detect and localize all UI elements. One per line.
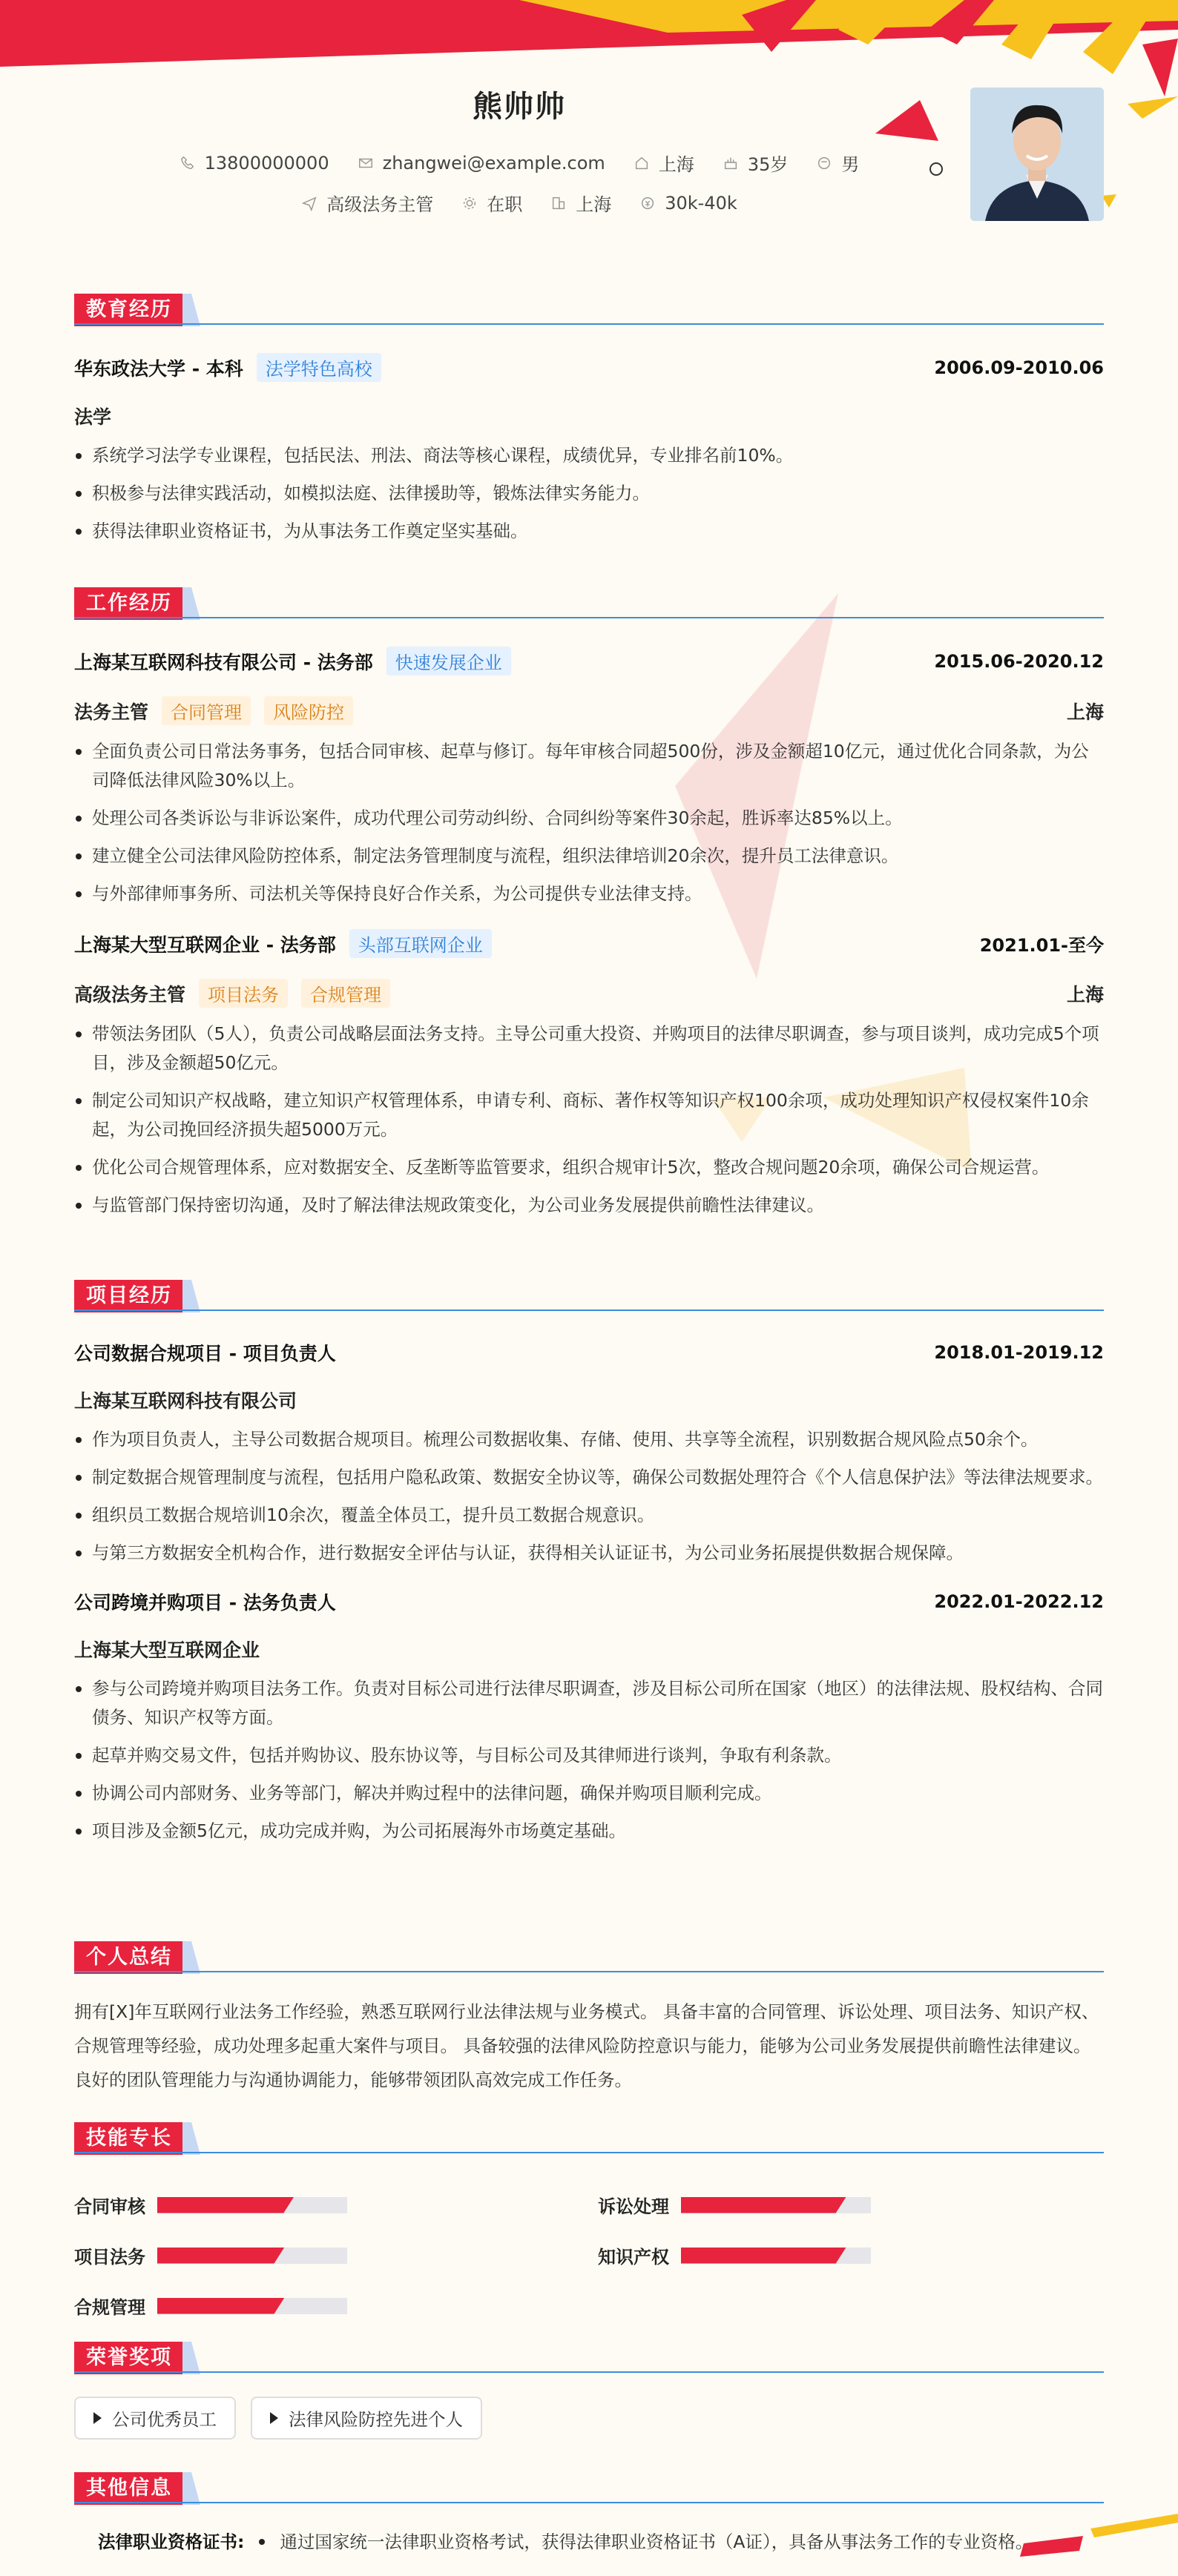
status-item bbox=[461, 190, 522, 216]
section-title: 个人总结 bbox=[74, 1941, 184, 1974]
list-item: 项目涉及金额5亿元，成功完成并购，为公司拓展海外市场奠定基础。 bbox=[74, 1817, 1104, 1846]
major-name: 法学 bbox=[74, 406, 112, 428]
mail-icon bbox=[358, 155, 374, 171]
salary-text: 30k-40k bbox=[665, 192, 737, 214]
skill-label: 知识产权 bbox=[598, 2247, 669, 2268]
education-section bbox=[74, 294, 1104, 555]
section-divider bbox=[74, 2502, 1104, 2503]
list-item: 作为项目负责人，主导公司数据合规项目。梳理公司数据收集、存储、使用、共享等全流程，识别数据合规风险点50余个。 bbox=[74, 1425, 1104, 1454]
skill-bar-fill bbox=[157, 2197, 294, 2213]
education-heading bbox=[74, 294, 1104, 326]
skill-bar bbox=[157, 2298, 347, 2314]
list-item: 制定公司知识产权战略，建立知识产权管理体系，申请专利、商标、著作权等知识产权100余项，成功处理知识产权侵权案件10余起，为公司挽回经济损失超5000万元。 bbox=[74, 1086, 1104, 1144]
list-item: 系统学习法学专业课程，包括民法、刑法、商法等核心课程，成绩优异，专业排名前10%。 bbox=[74, 441, 1104, 470]
summary-text: 拥有[X]年互联网行业法务工作经验，熟悉互联网行业法律法规与业务模式。 具备丰富的合同管理、诉讼处理、项目法务、知识产权、合规管理等经验，成功处理多起重大案件与项目。 具备较强的法律风险防控意识与能力，能够为公司业务发展提供前瞻性法律建议。 良好的团队管理能力与沟通协调能力，能够带领团队高效完成工作任务。 bbox=[74, 2001, 1099, 2090]
work-entry-1 bbox=[74, 647, 1104, 908]
summary-section bbox=[74, 1941, 1104, 2097]
section-divider bbox=[74, 1971, 1104, 1972]
work-date: 2015.06-2020.12 bbox=[934, 650, 1104, 672]
section-title: 其他信息 bbox=[74, 2472, 184, 2505]
contact-row bbox=[0, 150, 1039, 176]
play-icon bbox=[93, 2412, 102, 2424]
skills-section bbox=[74, 2122, 1104, 2318]
skill-tag: 风险防控 bbox=[264, 696, 353, 725]
list-item: 与外部律师事务所、司法机关等保持良好合作关系，为公司提供专业法律支持。 bbox=[74, 879, 1104, 908]
coin-icon bbox=[639, 195, 656, 211]
skill-bar bbox=[681, 2248, 871, 2264]
building-icon bbox=[550, 195, 567, 211]
city-text: 上海 bbox=[658, 154, 694, 175]
projects-heading bbox=[74, 1280, 1104, 1312]
phone-text: 13800000000 bbox=[204, 152, 329, 174]
other-heading bbox=[74, 2472, 1104, 2505]
job-location: 上海 bbox=[1066, 983, 1104, 1005]
project-org: 上海某大型互联网企业 bbox=[74, 1639, 260, 1661]
list-item: 参与公司跨境并购项目法务工作。负责对目标公司进行法律尽职调查，涉及目标公司所在国家（地区）的法律法规、股权结构、合同债务、知识产权等方面。 bbox=[74, 1674, 1104, 1732]
position-text: 高级法务主管 bbox=[326, 194, 434, 215]
position-item bbox=[301, 190, 433, 216]
list-item: 全面负责公司日常法务事务，包括合同审核、起草与修订。每年审核合同超500份，涉及金额超10亿元，通过优化合同条款，为公司降低法律风险30%以上。 bbox=[74, 737, 1104, 795]
work-city-item bbox=[550, 190, 611, 216]
skill-label: 项目法务 bbox=[74, 2247, 145, 2268]
phone-icon bbox=[180, 155, 196, 171]
status-text: 在职 bbox=[487, 194, 523, 215]
list-item: 积极参与法律实践活动，如模拟法庭、法律援助等，锻炼法律实务能力。 bbox=[74, 479, 1104, 508]
other-item bbox=[74, 2527, 1104, 2557]
send-icon bbox=[301, 195, 317, 211]
awards-section bbox=[74, 2342, 1104, 2440]
project-date: 2022.01-2022.12 bbox=[934, 1591, 1104, 1612]
section-divider bbox=[74, 323, 1104, 325]
city-item bbox=[634, 150, 694, 176]
bullet-dot bbox=[259, 2539, 265, 2545]
section-divider bbox=[74, 2152, 1104, 2153]
job-title: 高级法务主管 bbox=[74, 983, 186, 1005]
skill-label: 合同审核 bbox=[74, 2196, 145, 2217]
skill-item bbox=[74, 2192, 347, 2218]
gender-item bbox=[816, 150, 859, 176]
email-item bbox=[358, 153, 605, 174]
list-item: 获得法律职业资格证书，为从事法务工作奠定坚实基础。 bbox=[74, 517, 1104, 546]
awards-heading bbox=[74, 2342, 1104, 2374]
salary-item bbox=[639, 193, 737, 214]
gear-icon bbox=[461, 195, 478, 211]
award-label: 公司优秀员工 bbox=[112, 2409, 217, 2430]
section-divider bbox=[74, 1310, 1104, 1311]
education-entry bbox=[74, 353, 1104, 382]
list-item: 与监管部门保持密切沟通，及时了解法律法规政策变化，为公司业务发展提供前瞻性法律建议。 bbox=[74, 1191, 1104, 1220]
company-name: 上海某互联网科技有限公司 - 法务部 bbox=[74, 651, 373, 673]
list-item: 处理公司各类诉讼与非诉讼案件，成功代理公司劳动纠纷、合同纠纷等案件30余起，胜诉率达85%以上。 bbox=[74, 804, 1104, 833]
other-label: 法律职业资格证书: bbox=[98, 2532, 245, 2552]
work-section bbox=[74, 587, 1104, 1229]
company-tag: 头部互联网企业 bbox=[349, 929, 492, 958]
section-divider bbox=[74, 2371, 1104, 2373]
list-item: 组织员工数据合规培训10余次，覆盖全体员工，提升员工数据合规意识。 bbox=[74, 1501, 1104, 1530]
section-title: 荣誉奖项 bbox=[74, 2342, 184, 2374]
other-text: 通过国家统一法律职业资格考试，获得法律职业资格证书（A证），具备从事法务工作的专业资格。 bbox=[280, 2532, 1033, 2552]
school-tag: 法学特色高校 bbox=[257, 353, 381, 382]
list-item: 优化公司合规管理体系，应对数据安全、反垄断等监管要求，组织合规审计5次，整改合规问题20余项，确保公司合规运营。 bbox=[74, 1153, 1104, 1182]
list-item: 建立健全公司法律风险防控体系，制定法务管理制度与流程，组织法律培训20余次，提升员工法律意识。 bbox=[74, 842, 1104, 871]
company-tag: 快速发展企业 bbox=[386, 647, 511, 676]
award-label: 法律风险防控先进个人 bbox=[289, 2409, 463, 2430]
list-item: 制定数据合规管理制度与流程，包括用户隐私政策、数据安全协议等，确保公司数据处理符合《个人信息保护法》等法律法规要求。 bbox=[74, 1463, 1104, 1492]
cake-icon bbox=[723, 155, 739, 171]
play-icon bbox=[270, 2412, 278, 2424]
skill-bar bbox=[681, 2197, 871, 2213]
skill-bar-fill bbox=[157, 2298, 285, 2314]
home-icon bbox=[634, 155, 650, 171]
awards-list bbox=[74, 2397, 1104, 2440]
skill-bar-fill bbox=[157, 2248, 285, 2264]
summary-heading bbox=[74, 1941, 1104, 1974]
list-item: 协调公司内部财务、业务等部门，解决并购过程中的法律问题，确保并购项目顺利完成。 bbox=[74, 1779, 1104, 1808]
project-name: 公司数据合规项目 - 项目负责人 bbox=[74, 1343, 336, 1364]
project-date: 2018.01-2019.12 bbox=[934, 1342, 1104, 1363]
skills-grid bbox=[74, 2177, 1104, 2318]
skill-tag: 合同管理 bbox=[162, 696, 251, 725]
skill-tag: 项目法务 bbox=[199, 979, 288, 1008]
section-title: 工作经历 bbox=[74, 587, 184, 620]
list-item: 带领法务团队（5人），负责公司战略层面法务支持。主导公司重大投资、并购项目的法律尽职调查，参与项目谈判，成功完成5个项目，涉及金额超50亿元。 bbox=[74, 1020, 1104, 1077]
skills-heading bbox=[74, 2122, 1104, 2155]
email-text: zhangwei@example.com bbox=[382, 152, 605, 174]
list-item: 与第三方数据安全机构合作，进行数据安全评估与认证，获得相关认证证书，为公司业务拓展提供数据合规保障。 bbox=[74, 1539, 1104, 1568]
skill-label: 诉讼处理 bbox=[598, 2196, 669, 2217]
job-location: 上海 bbox=[1066, 701, 1104, 723]
skill-bar bbox=[157, 2248, 347, 2264]
age-item bbox=[723, 150, 789, 176]
work-date: 2021.01-至今 bbox=[979, 935, 1104, 956]
education-date: 2006.09-2010.06 bbox=[934, 357, 1104, 378]
job-title: 法务主管 bbox=[74, 701, 149, 723]
section-divider bbox=[74, 617, 1104, 618]
skill-item bbox=[598, 2192, 871, 2218]
phone-item bbox=[180, 153, 329, 174]
section-title: 教育经历 bbox=[74, 294, 184, 326]
project-org: 上海某互联网科技有限公司 bbox=[74, 1390, 297, 1412]
project-name: 公司跨境并购项目 - 法务负责人 bbox=[74, 1592, 336, 1614]
major-row bbox=[74, 403, 1104, 429]
skill-bar bbox=[157, 2197, 347, 2213]
education-bullets bbox=[74, 441, 1104, 546]
work-heading bbox=[74, 587, 1104, 620]
company-name: 上海某大型互联网企业 - 法务部 bbox=[74, 934, 336, 956]
skill-tag: 合规管理 bbox=[301, 979, 390, 1008]
award-item bbox=[74, 2397, 236, 2440]
work-entry-2 bbox=[74, 929, 1104, 1220]
list-item: 起草并购交易文件，包括并购协议、股东协议等，与目标公司及其律师进行谈判，争取有利条款。 bbox=[74, 1741, 1104, 1770]
skill-item bbox=[74, 2242, 347, 2268]
projects-section bbox=[74, 1280, 1104, 1855]
project-entry-2 bbox=[74, 1588, 1104, 1846]
profile-photo bbox=[970, 87, 1104, 221]
section-title: 技能专长 bbox=[74, 2122, 184, 2155]
skill-label: 合规管理 bbox=[74, 2297, 145, 2318]
candidate-name: 熊帅帅 bbox=[473, 90, 566, 124]
age-text: 35岁 bbox=[747, 154, 789, 175]
skill-item bbox=[74, 2293, 347, 2319]
award-item bbox=[251, 2397, 482, 2440]
other-section bbox=[74, 2472, 1104, 2557]
skill-bar-fill bbox=[681, 2248, 846, 2264]
gender-icon bbox=[816, 155, 832, 171]
skill-item bbox=[598, 2242, 871, 2268]
project-entry-1 bbox=[74, 1339, 1104, 1568]
skill-bar-fill bbox=[681, 2197, 846, 2213]
gender-text: 男 bbox=[841, 154, 860, 175]
school-name: 华东政法大学 - 本科 bbox=[74, 357, 243, 380]
job-row bbox=[0, 190, 1039, 216]
work-city-text: 上海 bbox=[576, 194, 612, 215]
section-title: 项目经历 bbox=[74, 1280, 184, 1312]
